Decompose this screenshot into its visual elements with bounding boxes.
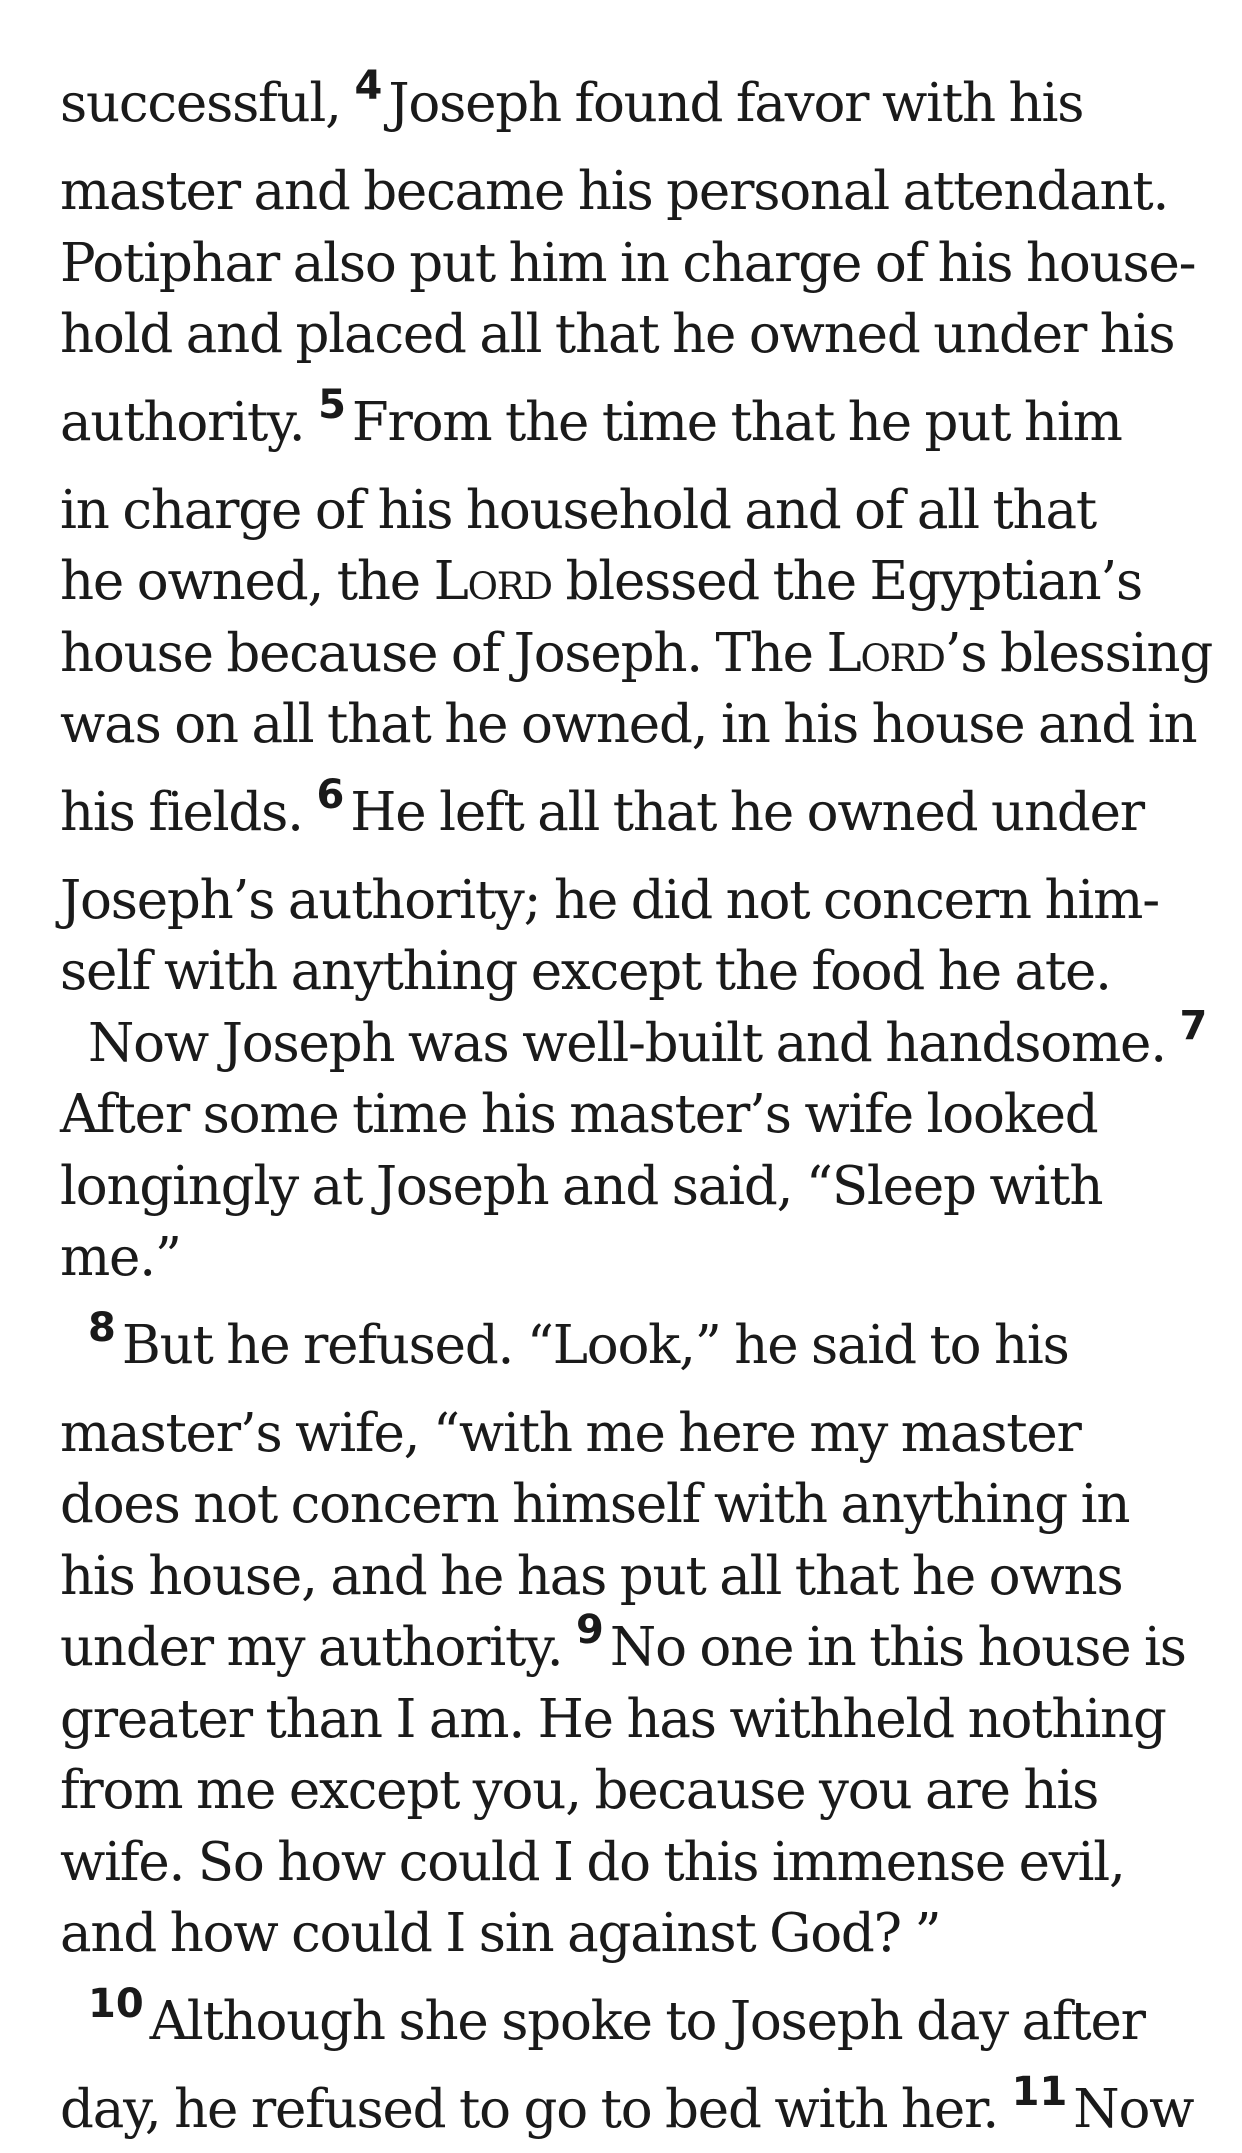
text-line: hold and placed all that he owned under his xyxy=(60,304,1175,365)
text-line xyxy=(60,371,1190,475)
text-line: wife. So how could I do this immense evil, xyxy=(60,1831,1125,1893)
text-line xyxy=(60,1607,1190,1684)
text-line xyxy=(60,1002,1208,1080)
verse-number: 6 xyxy=(316,771,345,818)
line-text: But he refused. “Look,” he said to his xyxy=(121,1314,1069,1376)
text-line: Potiphar also put him in charge of his house- xyxy=(60,232,1196,294)
verse-number: 9 xyxy=(576,1607,604,1653)
line-text: authority. xyxy=(60,391,319,453)
text-line: self with anything except the food he ate. xyxy=(60,941,1111,1002)
text-line: he owned, the Lord blessed the Egyptian’s xyxy=(60,551,1143,612)
text-line: After some time his master’s wife looked xyxy=(60,1084,1098,1145)
line-text: He left all that he owned under xyxy=(350,781,1144,843)
text-line: master’s wife, “with me here my master xyxy=(60,1402,1081,1464)
line-text: Now Joseph was well-built and handsome. xyxy=(88,1012,1180,1074)
scripture-text xyxy=(60,52,1213,2145)
text-line xyxy=(60,1970,1190,2074)
text-line xyxy=(60,52,1190,156)
verse-number: 8 xyxy=(88,1304,116,1351)
text-line: was on all that he owned, in his house and in xyxy=(60,694,1197,755)
text-line xyxy=(60,761,1190,865)
verse-number: 5 xyxy=(318,381,346,428)
line-text: his fields. xyxy=(60,781,317,843)
text-line: longingly at Joseph and said, “Sleep with xyxy=(60,1155,1103,1217)
text-line xyxy=(60,1294,1190,1398)
verse-number: 10 xyxy=(88,1980,144,2027)
text-line: Joseph’s authority; he did not concern him- xyxy=(60,869,1159,931)
text-line: house because of Joseph. The Lord’s blessing xyxy=(60,622,1213,684)
line-text: Although she spoke to Joseph day after xyxy=(149,1990,1145,2052)
text-line: in charge of his household and of all that xyxy=(60,479,1096,541)
line-text: successful, xyxy=(60,73,355,134)
line-text: Joseph found favor with his xyxy=(388,73,1084,134)
text-line xyxy=(60,2068,1194,2146)
text-line: his house, and he has put all that he owns xyxy=(60,1545,1123,1607)
text-line: master and became his personal attendant. xyxy=(60,161,1169,222)
verse-number: 11 xyxy=(1011,2068,1068,2115)
line-text: From the time that he put him xyxy=(351,391,1122,453)
line-text: day, he refused to go to bed with her. xyxy=(60,2078,1012,2140)
verse-number: 4 xyxy=(354,63,383,109)
text-line: does not concern himself with anything in xyxy=(60,1474,1130,1535)
line-text: No one in this house is xyxy=(609,1617,1186,1678)
line-text: under my authority. xyxy=(60,1617,577,1678)
text-line: greater than I am. He has withheld nothing xyxy=(60,1688,1166,1750)
text-line: me.” xyxy=(60,1227,181,1288)
text-line: from me except you, because you are his xyxy=(60,1760,1099,1821)
verse-number: 7 xyxy=(1179,1002,1208,1049)
line-text: Now xyxy=(1073,2078,1194,2140)
text-line: and how could I sin against God? ” xyxy=(60,1903,941,1964)
